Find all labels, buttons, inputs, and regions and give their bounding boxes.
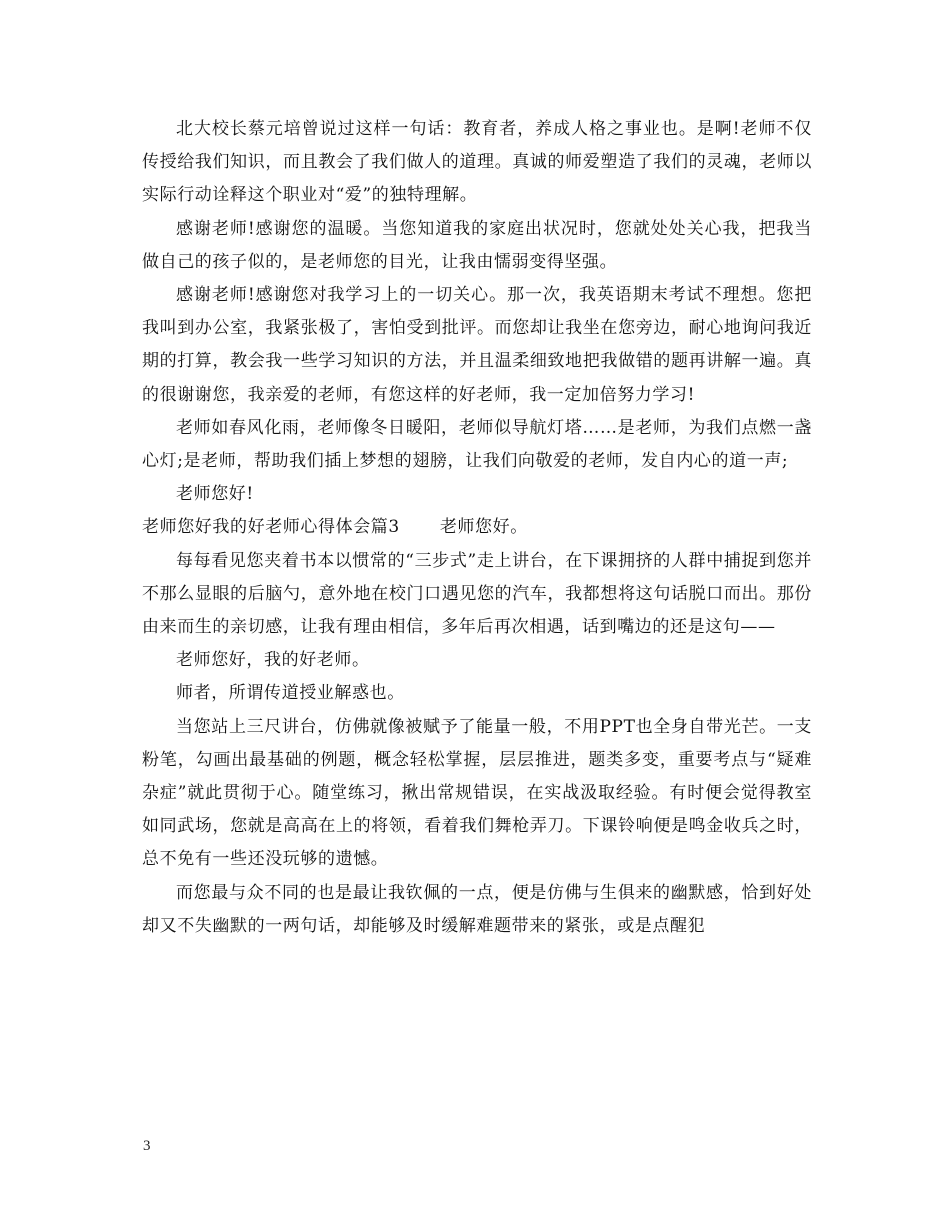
paragraph: 感谢老师!感谢您的温暖。当您知道我的家庭出状况时，您就处处关心我，把我当做自己的孩子似的，是老师您的目光，让我由懦弱变得坚强。 — [142, 218, 812, 272]
paragraph: 师者，所谓传道授业解惑也。 — [176, 683, 405, 704]
paragraph: 北大校长蔡元培曾说过这样一句话：教育者，养成人格之事业也。是啊!老师不仅传授给我们知识，而且教会了我们做人的道理。真诚的师爱塑造了我们的灵魂，老师以实际行动诠释这个职业对“爱”的独特理解。 — [142, 119, 812, 206]
paragraph: 老师您好，我的好老师。 — [176, 650, 370, 671]
paragraph: 每每看见您夹着书本以惯常的“三步式”走上讲台，在下课拥挤的人群中捕捉到您并不那么显眼的后脑勺，意外地在校门口遇见您的汽车，我都想将这句话脱口而出。那份由来而生的亲切感，让我有理由相信，多年后再次相遇，话到嘴边的还是这句—— — [142, 550, 812, 638]
section-heading-trailing-text: 老师您好。 — [439, 517, 528, 538]
paragraph: 老师如春风化雨，老师像冬日暖阳，老师似导航灯塔……是老师，为我们点燃一盏心灯;是老师，帮助我们插上梦想的翅膀，让我们向敬爱的老师，发自内心的道一声; — [142, 417, 812, 472]
section-heading-title: 老师您好我的好老师心得体会篇3 — [142, 517, 400, 538]
document-body — [142, 113, 812, 943]
paragraph: 老师您好! — [176, 484, 254, 505]
paragraph: 当您站上三尺讲台，仿佛就像被赋予了能量一般，不用PPT也全身自带光芒。一支粉笔，勾画出最基础的例题，概念轻松掌握，层层推进，题类多变，重要考点与“疑难杂症”就此贯彻于心。随堂练习，揪出常规错误，在实战汲取经验。有时便会觉得教室如同武场，您就是高高在上的将领，看着我们舞枪弄刀。下课铃响便是鸣金收兵之时，总不免有一些还没玩够的遗憾。 — [142, 716, 812, 870]
section-heading — [142, 511, 812, 544]
paragraph: 感谢老师!感谢您对我学习上的一切关心。那一次，我英语期末考试不理想。您把我叫到办公室，我紧张极了，害怕受到批评。而您却让我坐在您旁边，耐心地询问我近期的打算，教会我一些学习知识的方法，并且温柔细致地把我做错的题再讲解一遍。真的很谢谢您，我亲爱的老师，有您这样的好老师，我一定加倍努力学习! — [142, 285, 812, 405]
page-number: 3 — [143, 1138, 151, 1154]
paragraph: 而您最与众不同的也是最让我钦佩的一点，便是仿佛与生俱来的幽默感，恰到好处却又不失幽默的一两句话，却能够及时缓解难题带来的紧张，或是点醒犯 — [142, 882, 812, 936]
